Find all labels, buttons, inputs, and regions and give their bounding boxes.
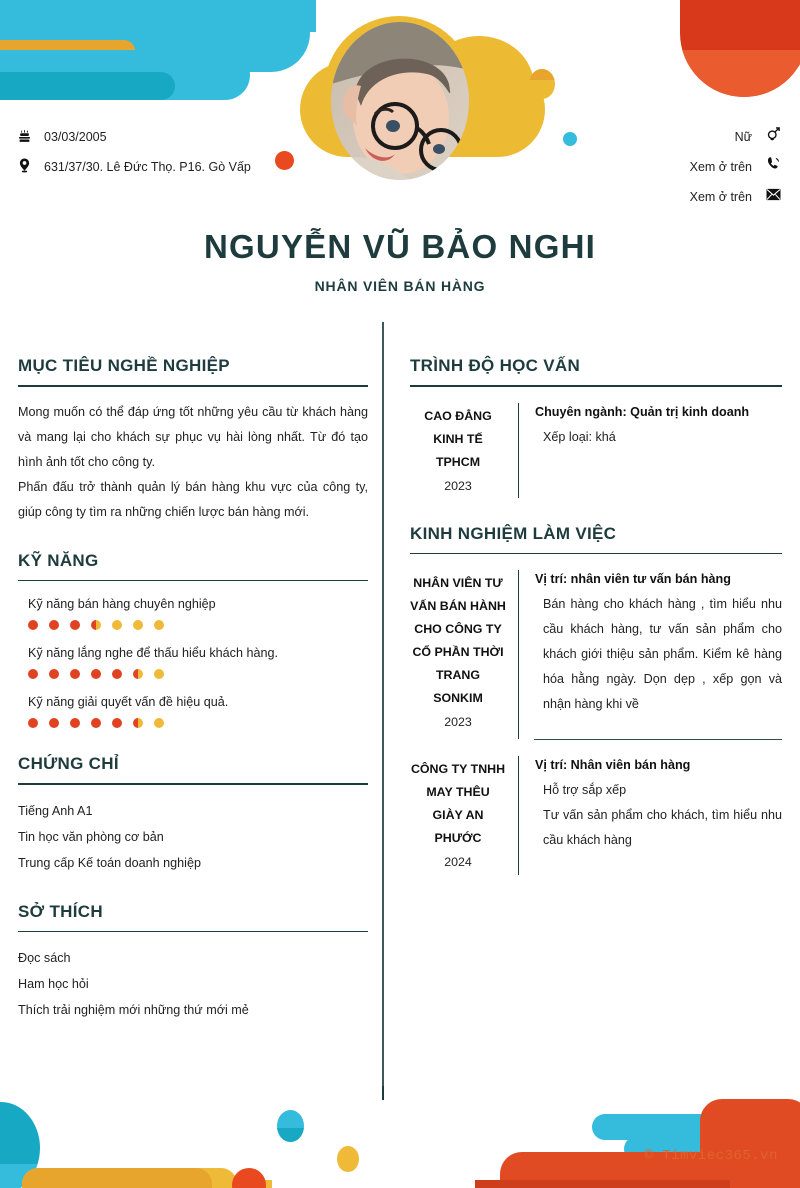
- rating-dot: [112, 669, 122, 679]
- experience-duty: Bán hàng cho khách hàng , tìm hiểu nhu cầu khách hàng, tư vấn sản phẩm cho khách giới thiệu sản phẩm. Kiểm kê hàng hóa hằng ngày. Dọn dẹp , xếp gọn và nhận hàng khi về: [543, 597, 782, 711]
- contact-row-birthday: [18, 124, 268, 150]
- section-rule: [18, 580, 368, 582]
- experience-entry: [410, 756, 782, 875]
- experience-entry-meta: [410, 756, 518, 875]
- experience-position: Vị trí: nhân viên tư vấn bán hàng: [535, 572, 731, 586]
- address-value: 631/37/30. Lê Đức Thọ. P16. Gò Vấp: [44, 160, 251, 174]
- yellow-dot-accent: [529, 69, 555, 99]
- education-entry: [410, 403, 782, 498]
- skill-label: Kỹ năng bán hàng chuyên nghiệp: [28, 597, 216, 611]
- section-rule: [18, 783, 368, 785]
- experience-year: 2024: [444, 855, 472, 870]
- section-rule: [18, 385, 368, 387]
- section-experience: [410, 524, 782, 876]
- section-title-certificates: CHỨNG CHỈ: [18, 754, 119, 773]
- section-title-skills: KỸ NĂNG: [18, 550, 99, 570]
- right-column: [410, 356, 782, 901]
- red-semicircle: [680, 0, 800, 97]
- section-title-objective: MỤC TIÊU NGHỀ NGHIỆP: [18, 356, 230, 375]
- footer-yellow-dot: [337, 1146, 359, 1172]
- rating-dot: [154, 669, 164, 679]
- rating-dot: [154, 620, 164, 630]
- section-title-education: TRÌNH ĐỘ HỌC VẤN: [410, 356, 581, 375]
- rating-dot: [49, 718, 59, 728]
- experience-duty: Tư vấn sản phẩm cho khách, tìm hiểu nhu cầu khách hàng: [543, 808, 782, 848]
- section-rule: [410, 553, 782, 555]
- list-item: Trung cấp Kế toán doanh nghiệp: [18, 855, 201, 870]
- education-entry-detail: [518, 403, 782, 498]
- section-objective: [18, 356, 368, 525]
- objective-paragraph: Phấn đấu trở thành quản lý bán hàng khu vực của công ty, giúp công ty tìm ra những chiến lược bán hàng mới.: [18, 479, 368, 519]
- contact-row-address: [18, 154, 268, 180]
- name-block: [0, 228, 800, 294]
- cyan-shape-low: [0, 72, 175, 100]
- list-item: Đọc sách: [18, 951, 71, 965]
- watermark: © Timviec365.vn: [644, 1148, 778, 1164]
- gender-value: Nữ: [734, 130, 752, 144]
- email-icon: [764, 182, 782, 212]
- experience-entry-detail: [518, 570, 782, 739]
- rating-dot: [112, 718, 122, 728]
- skill-rating-dots: [28, 718, 368, 728]
- hobby-list: [18, 945, 368, 1023]
- rating-dot: [49, 620, 59, 630]
- experience-position: Vị trí: Nhân viên bán hàng: [535, 758, 691, 773]
- experience-separator: [534, 739, 782, 740]
- list-item: Thích trải nghiệm mới những thứ mới mẻ: [18, 1003, 249, 1017]
- rating-dot: [133, 620, 143, 630]
- objective-paragraph: Mong muốn có thể đáp ứng tốt những yêu cầu từ khách hàng và mang lại cho khách sự phục vụ hài lòng nhất. Từ đó tạo hình ảnh tốt cho công ty.: [18, 404, 368, 469]
- experience-detail: [535, 592, 782, 717]
- contact-row-gender: [552, 122, 782, 152]
- section-title-hobbies: SỞ THÍCH: [18, 901, 103, 921]
- gender-icon: [764, 122, 782, 152]
- contact-info-right: [552, 122, 782, 212]
- rating-dot: [91, 620, 101, 630]
- objective-body: [18, 400, 368, 525]
- section-rule: [18, 931, 368, 933]
- list-item: Tiếng Anh A1: [18, 803, 93, 818]
- rating-dot: [28, 620, 38, 630]
- footer-red-dot: [232, 1168, 266, 1188]
- section-skills: [18, 551, 368, 729]
- phone-icon: [764, 152, 782, 182]
- section-certificates: [18, 754, 368, 876]
- rating-dot: [91, 718, 101, 728]
- section-title-experience: KINH NGHIỆM LÀM VIỆC: [410, 523, 617, 543]
- phone-value: Xem ở trên: [689, 160, 752, 174]
- rating-dot: [91, 669, 101, 679]
- skill-rating-dots: [28, 620, 368, 630]
- skill-item: [18, 597, 368, 630]
- list-item: Ham học hỏi: [18, 977, 89, 991]
- rating-dot: [133, 718, 143, 728]
- job-title: NHÂN VIÊN BÁN HÀNG: [314, 278, 486, 294]
- experience-entry: [410, 570, 782, 739]
- list-item: Tin học văn phòng cơ bản: [18, 829, 164, 844]
- location-pin-icon: [18, 154, 44, 180]
- rating-dot: [70, 669, 80, 679]
- certificate-list: [18, 798, 368, 876]
- section-education: [410, 356, 782, 498]
- experience-org: NHÂN VIÊN TƯ VẤN BÁN HÀNH CHO CÔNG TY CỔ PHẦN THỜI TRANG SONKIM: [410, 576, 506, 705]
- education-grade: Xếp loại: khá: [543, 429, 616, 444]
- experience-detail: [535, 778, 782, 853]
- contact-row-phone: [552, 152, 782, 182]
- skill-item: [18, 695, 368, 728]
- footer-cyan-dot: [277, 1110, 304, 1142]
- footer-decoration: [0, 1078, 800, 1188]
- rating-dot: [112, 620, 122, 630]
- left-column: [18, 356, 368, 1049]
- contact-row-email: [552, 182, 782, 212]
- footer-red-bar-dark: [475, 1180, 730, 1188]
- education-detail: [535, 425, 782, 450]
- rating-dot: [28, 669, 38, 679]
- rating-dot: [70, 620, 80, 630]
- column-divider: [382, 322, 384, 1094]
- education-entry-meta: [410, 403, 518, 498]
- birthday-cake-icon: [18, 124, 44, 150]
- contact-info-left: [18, 124, 268, 184]
- skill-label: Kỹ năng lắng nghe để thấu hiểu khách hàng.: [28, 646, 278, 660]
- section-hobbies: [18, 902, 368, 1024]
- experience-entry-meta: [410, 570, 518, 739]
- skill-rating-dots: [28, 669, 368, 679]
- email-value: Xem ở trên: [689, 190, 752, 204]
- skill-item: [18, 646, 368, 679]
- rating-dot: [70, 718, 80, 728]
- experience-org: CÔNG TY TNHH MAY THÊU GIÀY AN PHƯỚC: [410, 762, 506, 846]
- footer-yellow-shape-a: [22, 1168, 212, 1188]
- experience-entry-detail: [518, 756, 782, 875]
- rating-dot: [28, 718, 38, 728]
- rating-dot: [49, 669, 59, 679]
- experience-duty: Hỗ trợ sắp xếp: [543, 783, 627, 798]
- section-rule: [410, 385, 782, 387]
- avatar: [331, 22, 469, 180]
- education-org: CAO ĐẲNG KINH TẾ TPHCM: [424, 408, 492, 469]
- page-title: NGUYỄN VŨ BẢO NGHI: [204, 228, 596, 265]
- education-year: 2023: [444, 478, 472, 493]
- birthday-value: 03/03/2005: [44, 130, 107, 144]
- red-dot-accent: [275, 151, 294, 170]
- skill-label: Kỹ năng giải quyết vấn đề hiệu quả.: [28, 695, 229, 709]
- rating-dot: [133, 669, 143, 679]
- education-major: Chuyên ngành: Quản trị kinh doanh: [535, 404, 750, 419]
- experience-year: 2023: [444, 715, 472, 729]
- rating-dot: [154, 718, 164, 728]
